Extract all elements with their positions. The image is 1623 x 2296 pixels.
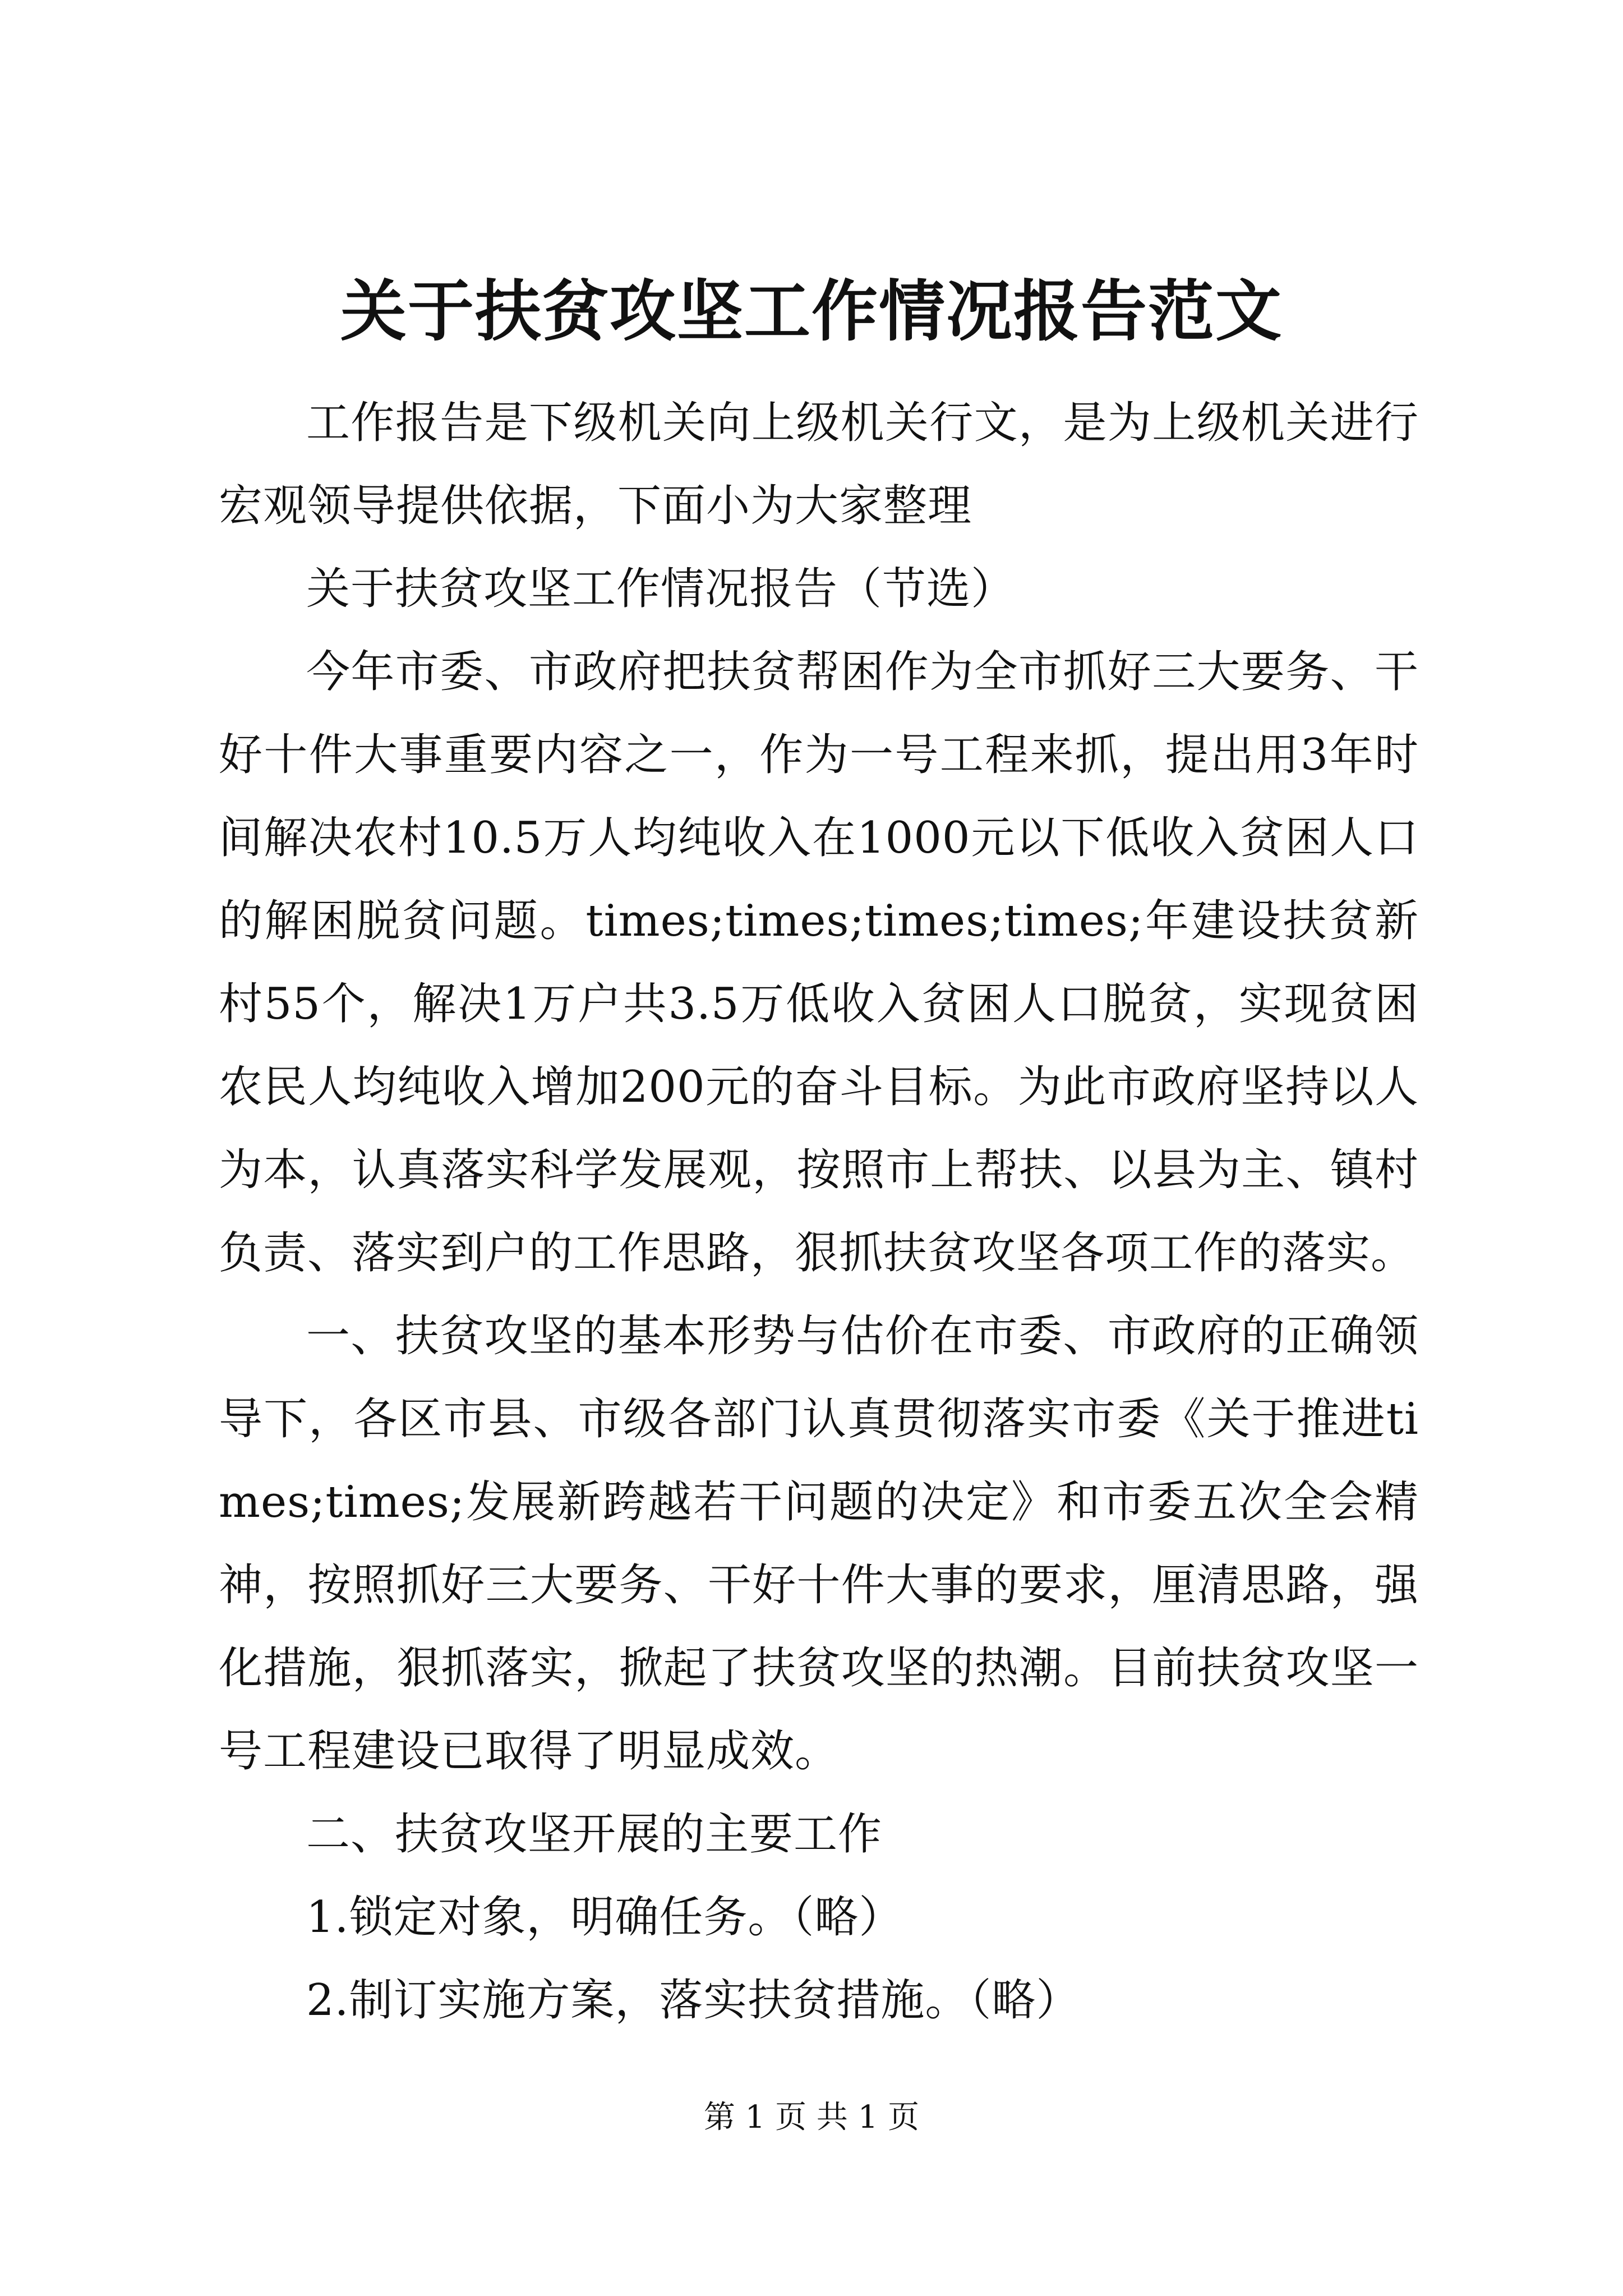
section-one-paragraph: 一、扶贫攻坚的基本形势与估价在市委、市政府的正确领导下，各区市县、市级各部门认真贯彻落实市委《关于推进times;times;发展新跨越若干问题的决定》和市委五次全会精神，按照抓好三大要务、干好十件大事的要求，厘清思路，强化措施，狠抓落实，掀起了扶贫攻坚的热潮。目前扶贫攻坚一号工程建设已取得了明显成效。 bbox=[219, 1311, 1419, 1777]
section-two-heading: 二、扶贫攻坚开展的主要工作 bbox=[306, 1809, 883, 1860]
overview-paragraph: 今年市委、市政府把扶贫帮困作为全市抓好三大要务、干好十件大事重要内容之一，作为一号工程来抓，提出用3年时间解决农村10.5万人均纯收入在1000元以下低收入贫困人口的解困脱贫问题。times;times;times;times;年建设扶贫新村55个，解决1万户共3.5万低收入贫困人口脱贫，实现贫困农民人均纯收入增加200元的奋斗目标。为此市政府坚持以人为本，认真落实科学发展观，按照市上帮扶、以县为主、镇村负责、落实到户的工作思路，狠抓扶贫攻坚各项工作的落实。 bbox=[219, 647, 1419, 1278]
intro-paragraph: 工作报告是下级机关向上级机关行文，是为上级机关进行宏观领导提供依据，下面小为大家整理 bbox=[219, 398, 1419, 531]
document-title: 关于扶贫攻坚工作情况报告范文 bbox=[340, 272, 1283, 350]
report-subtitle: 关于扶贫攻坚工作情况报告（节选） bbox=[306, 564, 1016, 614]
page-footer: 第 1 页 共 1 页 bbox=[703, 2099, 920, 2136]
list-item-2: 2.制订实施方案，落实扶贫措施。（略） bbox=[306, 1975, 1081, 2026]
document-body bbox=[219, 381, 1419, 2042]
list-item-1: 1.锁定对象，明确任务。（略） bbox=[306, 1892, 903, 1943]
